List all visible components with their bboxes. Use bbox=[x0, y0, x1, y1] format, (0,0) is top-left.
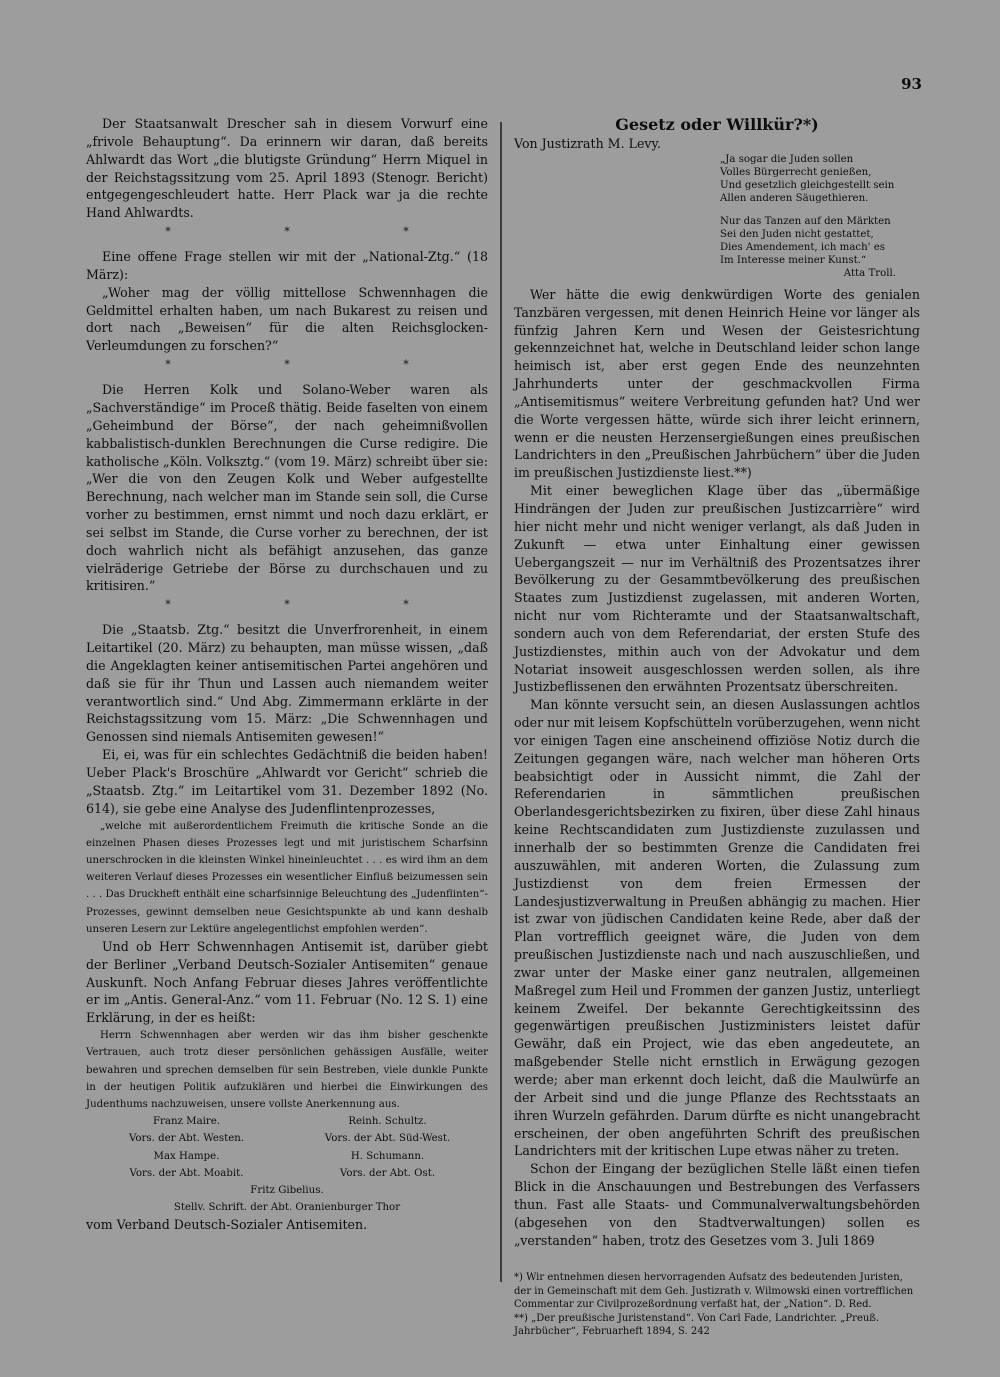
signature-name: Franz Maire. bbox=[152, 1116, 221, 1128]
paragraph: Ei, ei, was für ein schlechtes Gedächtniß die beiden haben! Ueber Plack's Broschüre „Ahlwardt vor Gericht“ schrieb die „Staatsb. Ztg.“ im Leitartikel vom 31. Dezember 1892 (No. 614), sie gebe eine Analyse des Judenflintenprozesses, bbox=[86, 747, 488, 816]
motto-line: Volles Bürgerrecht genießen, bbox=[720, 166, 872, 178]
paragraph: Und ob Herr Schwennhagen Antisemit ist, darüber giebt der Berliner „Verband Deutsch-Sozialer Antisemiten“ genaue Auskunft. Noch Anfang Februar dieses Jahres veröffentlichte er im „Antis. General-Anz.“ vom 11. Februar (No. 12 S. 1) eine Erklärung, in der es heißt: bbox=[86, 938, 488, 1026]
signature-name: Reinh. Schultz. bbox=[348, 1116, 427, 1128]
motto-line bbox=[720, 205, 920, 215]
signature-role: Vors. der Abt. Moabit. bbox=[129, 1167, 244, 1179]
separator-stars: * * * bbox=[165, 225, 464, 239]
paragraph: Schon der Eingang der bezüglichen Stelle läßt einen tiefen Blick in die Anschauungen und Bestrebungen des Verfassers thun. Fast alle Staats- und Communalverwaltungsbehörden (abgesehen von den Stadtverwaltungen) sollen es „verstanden“ haben, trotz des Gesetzes vom 3. Juli 1869 bbox=[514, 1161, 920, 1248]
motto-line: Im Interesse meiner Kunst.“ bbox=[720, 254, 867, 266]
column-divider bbox=[500, 122, 502, 1282]
paragraph: Die Herren Kolk und Solano-Weber waren als „Sachverständige“ im Proceß thätig. Beide faselten von einem „Geheimbund der Börse“, der nach geheimnißvollen kabbalistisch-dunklen Berechnungen die Curse redigire. Die katholische „Köln. Volksztg.“ (vom 19. März) schreibt über sie: „Wer die von den Zeugen Kolk und Weber aufgestellte Berechnung, nach welcher man im Stande sein soll, die Curse vorher zu bestimmen, ernst nimmt und noch dazu erklärt, er sei selbst im Stande, die Curse vorher zu berechnen, der ist doch wahrlich nicht als befähigt anzusehen, das ganze vielräderige Getriebe der Börse zu durchschauen und zu kritisiren.“ bbox=[86, 382, 488, 594]
article-title: Gesetz oder Willkür?*) bbox=[615, 115, 819, 134]
signature-name: Max Hampe. bbox=[153, 1150, 220, 1162]
left-column bbox=[86, 115, 488, 1234]
motto-line: Sei den Juden nicht gestattet, bbox=[720, 228, 874, 240]
quote-small: „welche mit außerordentlichem Freimuth die kritische Sonde an die einzelnen Phasen dieses Prozesses legt und mit juristischem Scharfsinn unerschrocken in die kleinsten Winkel hineinleuchtet . . . es wird ihm an dem weiteren Verlauf dieses Prozesses ein wesentlicher Einfluß beizumessen sein . . . Das Druckheft enthält eine scharfsinnige Beleuchtung des „Judenflinten“-Prozesses, gewinnt demselben neue Gesichtspunkte ab und kann deshalb unseren Lesern zur Lektüre angelegentlichst empfohlen werden“. bbox=[86, 820, 488, 935]
signature-block bbox=[86, 1113, 488, 1182]
page-number: 93 bbox=[901, 75, 922, 93]
signature-role: Stellv. Schrift. der Abt. Oranienburger Thor bbox=[173, 1202, 401, 1214]
footnotes bbox=[514, 1271, 920, 1339]
paragraph: Die „Staatsb. Ztg.“ besitzt die Unverfrorenheit, in einem Leitartikel (20. März) zu behaupten, man müsse wissen, „daß die Angeklagten keiner antisemitischen Partei angehören und daß sie für ihr Thun und Lassen auch niemandem weiter verantwortlich sind.“ Und Abg. Zimmermann erklärte in der Reichstagssitzung vom 15. März: „Die Schwennhagen und Genossen sind niemals Antisemiten gewesen!“ bbox=[86, 622, 488, 745]
signature-name: Fritz Gibelius. bbox=[250, 1185, 324, 1196]
motto-line: Und gesetzlich gleichgestellt sein bbox=[720, 179, 895, 191]
motto-author: Atta Troll. bbox=[843, 267, 896, 279]
signature-name: H. Schumann. bbox=[350, 1150, 425, 1162]
signature-role: Vors. der Abt. Westen. bbox=[128, 1133, 245, 1145]
right-column bbox=[514, 115, 920, 1339]
motto-line: Dies Amendement, ich mach' es bbox=[720, 241, 885, 253]
signature-role: Vors. der Abt. Süd-West. bbox=[324, 1133, 451, 1145]
paragraph: Wer hätte die ewig denkwürdigen Worte des genialen Tanzbären vergessen, mit denen Heinrich Heine vor länger als fünfzig Jahren Kern und Wesen der Geistesrichtung gekennzeichnet hat, welche in Deutschland leider schon lange heimisch ist, aber erst gegen Ende des neunzehnten Jahrhunderts unter der geschmackvollen Firma „Antisemitismus“ weitere Verbreitung gefunden hat? Und wer die Worte vergessen hätte, würde sich ihrer leicht erinnern, wenn er die neusten Herzensergießungen eines preußischen Landrichters in den „Preußischen Jahrbüchern“ über die Juden im preußischen Justizdienste liest.**) bbox=[514, 286, 920, 481]
motto-line: Allen anderen Säugethieren. bbox=[720, 192, 869, 204]
byline: Von Justizrath M. Levy. bbox=[514, 136, 661, 151]
verband-line: vom Verband Deutsch-Sozialer Antisemiten. bbox=[86, 1217, 368, 1233]
motto-line: „Ja sogar die Juden sollen bbox=[720, 153, 854, 165]
signature-single bbox=[86, 1182, 488, 1216]
separator-stars: * * * bbox=[165, 598, 464, 612]
separator-stars: * * * bbox=[165, 358, 464, 372]
paragraph: Man könnte versucht sein, an diesen Auslassungen achtlos oder nur mit leisem Kopfschütteln vorüberzugehen, wenn nicht vor einigen Tagen eine anscheinend offiziöse Notiz durch die Zeitungen gegangen wäre, nach welcher man höheren Orts beabsichtigt oder in Aussicht nimmt, die Zahl der Referendarien in sämmtlichen preußischen Oberlandesgerichtsbezirken zu fixiren, über diese Zahl hinaus keine Rechtscandidaten zum Justizdienste zuzulassen und innerhalb der so bestimmten Grenze die Candidaten frei auszuwählen, mit anderen Worten, die Zulassung zum Justizdienst von dem freien Ermessen der Landesjustizverwaltung in Preußen abhängig zu machen. Hier ist zwar von jüdischen Candidaten keine Rede, aber daß der Plan vortrefflich geeignet wäre, die Juden von dem preußischen Justizdienste nach und nach auszuschließen, und zwar unter der Maske einer ganz neutralen, allgemeinen Maßregel zum Heil und Frommen der ganzen Justiz, unterliegt keinem Zweifel. Der bekannte Gerechtigkeitssinn des gegenwärtigen preußischen Justizministers leistet dafür Gewähr, daß ein Project, wie das eben angedeutete, an maßgebender Stelle nicht ernstlich in Erwägung gezogen werde; aber man erkennt doch leicht, daß die Maulwürfe an der Arbeit sind und die junge Pflanze des Rechtsstaats an ihren Wurzeln gefährden. Darum dürfte es nicht unangebracht erscheinen, der oben angeführten Schrift des preußischen Landrichters mit der kritischen Lupe etwas näher zu treten. bbox=[514, 697, 920, 1159]
paragraph: Der Staatsanwalt Drescher sah in diesem Vorwurf eine „frivole Behauptung“. Da erinnern wir daran, daß bereits Ahlwardt das Wort „die blutigste Gründung“ Herrn Miquel in der Reichstagssitzung vom 25. April 1893 (Stenogr. Bericht) entgegengeschleudert hatte. Herr Plack war ja die rechte Hand Ahlwardts. bbox=[86, 116, 488, 221]
paragraph: Eine offene Frage stellen wir mit der „National-Ztg.“ (18 März): bbox=[86, 249, 488, 282]
motto-line: Nur das Tanzen auf den Märkten bbox=[720, 215, 891, 227]
quote-small: Herrn Schwennhagen aber werden wir das ihm bisher geschenkte Vertrauen, auch trotz dieser persönlichen gehässigen Ausfälle, weiter bewahren und sprechen demselben für sein Bestreben, viele dunkle Punkte in der heutigen Politik aufzuklären und hierbei die Einwirkungen des Judenthums nachzuweisen, unsere vollste Anerkennung aus. bbox=[86, 1030, 488, 1110]
footnote: *) Wir entnehmen diesen hervorragenden Aufsatz des bedeutenden Juristen, der in Gemeinschaft mit dem Geh. Justizrath v. Wilmowski einen vortrefflichen Commentar zur Civilprozeßordnung verfaßt hat, der „Nation“. D. Red. bbox=[514, 1272, 914, 1311]
paragraph: Mit einer beweglichen Klage über das „übermäßige Hindrängen der Juden zur preußischen Justizcarrière“ wird hier nicht mehr und nicht weniger verlangt, als daß Juden in Zukunft — etwa unter Einhaltung einer gewissen Uebergangszeit — nur im Verhältniß des Prozentsatzes ihrer Bevölkerung zu der Gesammtbevölkerung des preußischen Staates zum Justizdienst zugelassen, mit anderen Worten, nicht nur vom Richteramte und der Staatsanwaltschaft, sondern auch von dem Referendariat, der ersten Stufe des Justizdienstes, mithin auch von der Advokatur und dem Notariat insoweit ausgeschlossen werden sollen, als ihre Justizbeflissenen den erwähnten Prozentsatz überschreiten. bbox=[514, 483, 920, 695]
footnote: **) „Der preußische Juristenstand“. Von Carl Fade, Landrichter. „Preuß. Jahrbücher“, Februarheft 1894, S. 242 bbox=[514, 1312, 880, 1338]
quote-paragraph: „Woher mag der völlig mittellose Schwennhagen die Geldmittel erhalten haben, um nach Bukarest zu reisen und dort nach „Beweisen“ für die alten Reichsglocken-Verleumdungen zu forschen?“ bbox=[86, 284, 488, 354]
motto bbox=[720, 153, 920, 280]
signature-role: Vors. der Abt. Ost. bbox=[339, 1167, 436, 1179]
